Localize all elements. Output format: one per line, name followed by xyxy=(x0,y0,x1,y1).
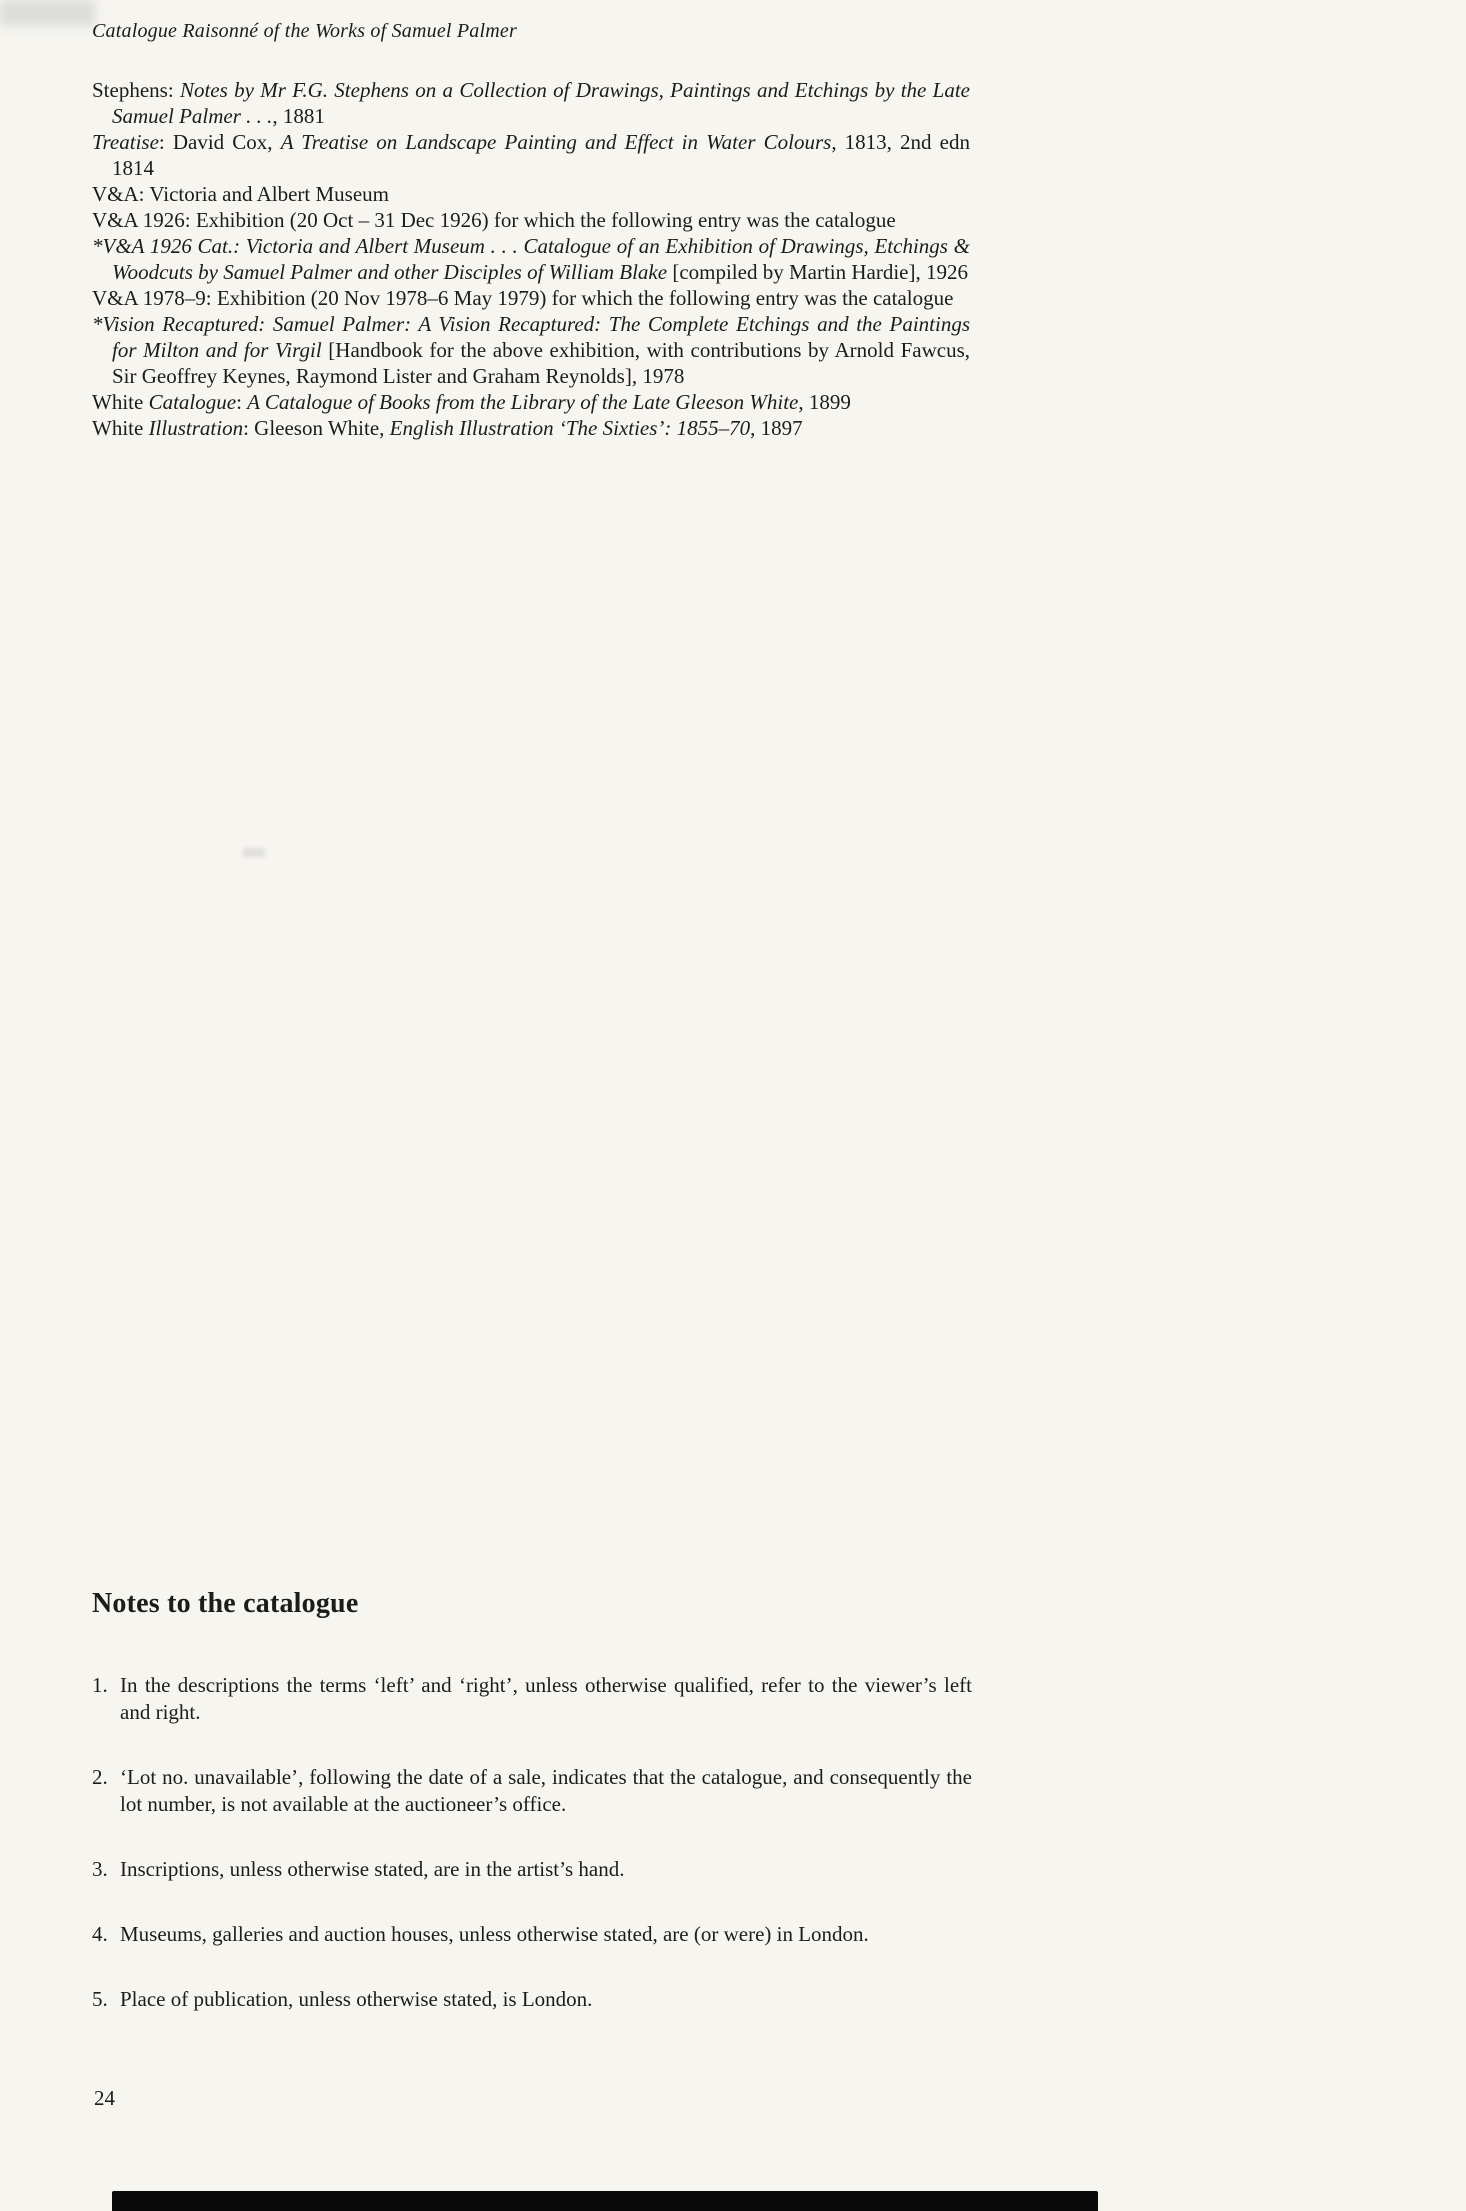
text-segment: : David Cox, xyxy=(158,130,281,154)
note-number: 5. xyxy=(92,1987,108,2011)
text-segment: White xyxy=(92,416,149,440)
note-number: 2. xyxy=(92,1765,108,1789)
text-segment: : xyxy=(236,390,248,414)
note-text: In the descriptions the terms ‘left’ and ‘right’, unless otherwise qualified, refer to the viewer’s left and right. xyxy=(120,1673,972,1724)
text-segment: [Handbook for the above exhibition, with contributions by Arnold Fawcus, Sir Geoffrey Keynes, Raymond Lister and Graham Reynolds], 1978 xyxy=(112,338,970,388)
text-segment: Stephens: xyxy=(92,78,180,102)
abbreviation-entry xyxy=(92,129,970,181)
note-text: Inscriptions, unless otherwise stated, are in the artist’s hand. xyxy=(120,1857,625,1881)
notes-heading: Notes to the catalogue xyxy=(92,1588,359,1619)
text-segment: V&A 1978–9: Exhibition (20 Nov 1978–6 May 1979) for which the following entry was the catalogue xyxy=(92,286,954,310)
note-text: Museums, galleries and auction houses, unless otherwise stated, are (or were) in London. xyxy=(120,1922,869,1946)
text-segment: V&A: Victoria and Albert Museum xyxy=(92,182,389,206)
abbreviation-entry xyxy=(92,181,970,207)
page-number: 24 xyxy=(94,2086,115,2110)
abbreviation-entry xyxy=(92,233,970,285)
note-text: ‘Lot no. unavailable’, following the date of a sale, indicates that the catalogue, and consequently the lot number, is not available at the auctioneer’s office. xyxy=(120,1765,972,1816)
abbreviation-entry xyxy=(92,311,970,389)
abbreviation-entry xyxy=(92,77,970,129)
abbreviation-entry xyxy=(92,285,970,311)
text-segment: A Catalogue of Books from the Library of the Late Gleeson White xyxy=(247,390,799,414)
note-number: 3. xyxy=(92,1857,108,1881)
text-segment: , 1813, 2nd edn 1814 xyxy=(112,130,970,180)
text-segment: , 1881 xyxy=(272,104,325,128)
note-item xyxy=(92,1764,972,1818)
note-number: 1. xyxy=(92,1673,108,1697)
text-segment: , 1897 xyxy=(750,416,803,440)
note-number: 4. xyxy=(92,1922,108,1946)
running-head: Catalogue Raisonné of the Works of Samuel Palmer xyxy=(92,20,517,42)
text-segment: Treatise xyxy=(92,130,159,154)
abbreviations-list xyxy=(92,77,970,441)
note-item xyxy=(92,1921,972,1948)
scan-artifact-bottom-bar xyxy=(112,2191,1098,2211)
text-segment: Notes by Mr F.G. Stephens on a Collection of Drawings, Paintings and Etchings by the Late Samuel Palmer . . . xyxy=(112,78,970,128)
text-segment: : Gleeson White, xyxy=(243,416,390,440)
abbreviation-entry xyxy=(92,389,970,415)
text-segment: [compiled by Martin Hardie], 1926 xyxy=(672,260,968,284)
scan-artifact-smudge xyxy=(243,848,265,857)
text-segment: A Treatise on Landscape Painting and Effect in Water Colours xyxy=(280,130,832,154)
text-segment: V&A 1926: Exhibition (20 Oct – 31 Dec 1926) for which the following entry was the catalogue xyxy=(92,208,896,232)
text-segment: , 1899 xyxy=(798,390,851,414)
note-text: Place of publication, unless otherwise stated, is London. xyxy=(120,1987,593,2011)
text-segment: *Vision Recaptured: Samuel Palmer: A Vision Recaptured: The Complete Etchings and the Paintings for Milton and for Virgil xyxy=(92,312,970,362)
abbreviation-entry xyxy=(92,415,970,441)
scan-artifact-top-left xyxy=(0,0,95,26)
note-item xyxy=(92,1986,972,2013)
text-segment: *V&A 1926 Cat.: Victoria and Albert Museum . . . Catalogue of an Exhibition of Drawings, Etchings & Woodcuts by Samuel Palmer and other Disciples of William Blake xyxy=(92,234,970,284)
note-item xyxy=(92,1672,972,1726)
text-segment: Catalogue xyxy=(148,390,237,414)
abbreviation-entry xyxy=(92,207,970,233)
note-item xyxy=(92,1856,972,1883)
text-segment: Illustration xyxy=(148,416,244,440)
text-segment: White xyxy=(92,390,149,414)
text-segment: English Illustration ‘The Sixties’: 1855–70 xyxy=(389,416,751,440)
notes-list xyxy=(92,1672,972,2051)
